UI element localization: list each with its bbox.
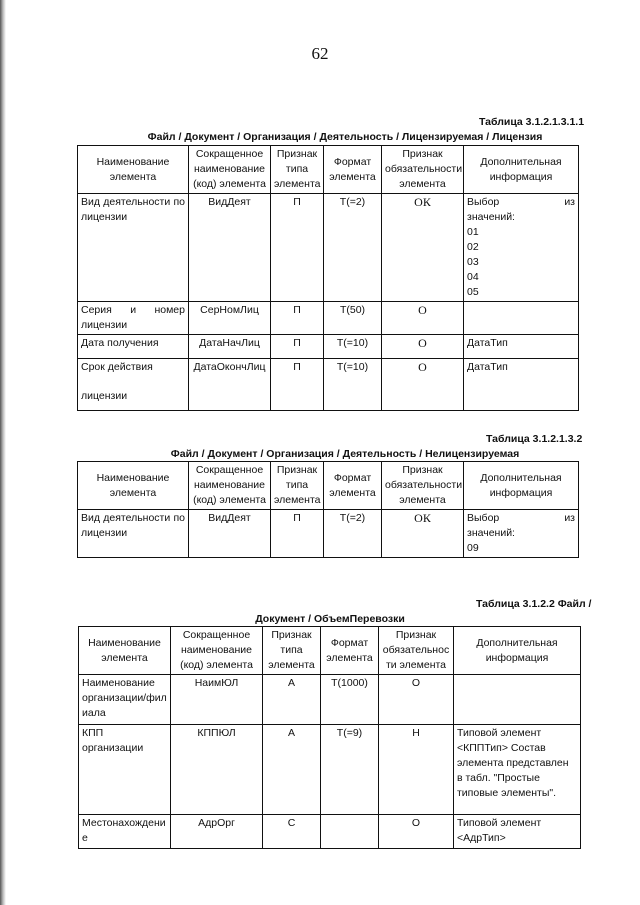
table2-path: Файл / Документ / Организация / Деятельность / Нелицензируемая <box>170 448 520 460</box>
cell-info: Типовой элемент <КППТип> Состав элемента представлен в табл. "Простые типовые элементы". <box>454 725 581 815</box>
header-cell: Признак обязательнос ти элемента <box>379 627 454 675</box>
cell-format: T(=2) <box>324 194 382 302</box>
cell-info: ДатаТип <box>464 359 579 411</box>
cell-required: ОК <box>382 510 464 558</box>
cell-code: НаимЮЛ <box>171 675 263 725</box>
page-number: 62 <box>311 44 329 63</box>
name-bottom: лицензии <box>81 390 128 402</box>
cell-format <box>321 815 379 849</box>
cell-type: П <box>271 194 324 302</box>
cell-name <box>78 359 189 411</box>
cell-info: ДатаТип <box>464 335 579 359</box>
cell-name: КПП организации <box>79 725 171 815</box>
name-top: Срок действия <box>81 361 153 373</box>
header-cell: Формат элемента <box>324 462 382 510</box>
info-mid: из <box>564 196 575 208</box>
header-cell: Сокращенное наименование (код) элемента <box>189 462 271 510</box>
cell-info <box>464 302 579 335</box>
cell-type: А <box>263 675 321 725</box>
cell-format: T(=10) <box>324 359 382 411</box>
option-value: 09 <box>467 542 479 554</box>
table-row <box>79 815 581 849</box>
header-cell: Признак типа элемента <box>263 627 321 675</box>
table-row <box>78 359 579 411</box>
table2-caption: Таблица 3.1.2.1.3.2 <box>486 433 583 445</box>
info-tail: значений: <box>467 211 515 223</box>
header-cell: Признак типа элемента <box>271 146 324 194</box>
cell-required: О <box>382 302 464 335</box>
cell-name: Наименование организации/фил иала <box>79 675 171 725</box>
cell-required: Н <box>379 725 454 815</box>
info-lead: Выбор <box>467 196 500 208</box>
header-cell: Признак обязательности элемента <box>382 146 464 194</box>
header-cell: Формат элемента <box>324 146 382 194</box>
cell-required: О <box>382 335 464 359</box>
cell-code: КППЮЛ <box>171 725 263 815</box>
table3-header-row <box>79 627 581 675</box>
cell-type: П <box>271 359 324 411</box>
header-cell: Признак обязательности элемента <box>382 462 464 510</box>
cell-code: ДатаОкончЛиц <box>189 359 271 411</box>
cell-info <box>464 194 579 302</box>
scan-edge <box>0 0 6 905</box>
table-row <box>79 725 581 815</box>
info-mid: из <box>564 512 575 524</box>
table2-header-row <box>78 462 579 510</box>
option-value: 04 <box>467 271 479 283</box>
header-cell: Дополнительная информация <box>454 627 581 675</box>
cell-required: О <box>382 359 464 411</box>
option-value: 03 <box>467 256 479 268</box>
header-cell: Сокращенное наименование (код) элемента <box>189 146 271 194</box>
cell-format: T(=9) <box>321 725 379 815</box>
cell-code: ВидДеят <box>189 194 271 302</box>
cell-code: ДатаНачЛиц <box>189 335 271 359</box>
cell-type: П <box>271 335 324 359</box>
header-cell: Наименование элемента <box>78 462 189 510</box>
cell-name: Вид деятельности по лицензии <box>78 510 189 558</box>
table3 <box>78 626 581 849</box>
cell-type: С <box>263 815 321 849</box>
header-cell: Формат элемента <box>321 627 379 675</box>
header-cell: Дополнительная информация <box>464 146 579 194</box>
table3-caption: Таблица 3.1.2.2 Файл / <box>476 598 592 610</box>
cell-format: T(=10) <box>324 335 382 359</box>
cell-name: Вид деятельности по лицензии <box>78 194 189 302</box>
option-value: 05 <box>467 286 479 298</box>
table-row <box>78 335 579 359</box>
cell-format: T(=2) <box>324 510 382 558</box>
table-row <box>79 675 581 725</box>
cell-format: T(1000) <box>321 675 379 725</box>
cell-name: Местонахождени е <box>79 815 171 849</box>
table1 <box>77 145 579 411</box>
table-row <box>78 194 579 302</box>
header-cell: Признак типа элемента <box>271 462 324 510</box>
table1-header-row <box>78 146 579 194</box>
cell-info <box>464 510 579 558</box>
info-lead: Выбор <box>467 512 500 524</box>
cell-type: П <box>271 510 324 558</box>
cell-code: АдрОрг <box>171 815 263 849</box>
table3-path: Документ / ОбъемПеревозки <box>255 613 405 625</box>
cell-info <box>454 675 581 725</box>
cell-required: О <box>379 675 454 725</box>
cell-type: А <box>263 725 321 815</box>
table-row <box>78 510 579 558</box>
cell-name: Серия и номер лицензии <box>78 302 189 335</box>
header-cell: Наименование элемента <box>78 146 189 194</box>
header-cell: Наименование элемента <box>79 627 171 675</box>
option-value: 02 <box>467 241 479 253</box>
cell-type: П <box>271 302 324 335</box>
cell-required: ОК <box>382 194 464 302</box>
option-value: 01 <box>467 226 479 238</box>
cell-format: T(50) <box>324 302 382 335</box>
table1-caption: Таблица 3.1.2.1.3.1.1 <box>479 116 585 128</box>
cell-name: Дата получения <box>78 335 189 359</box>
table2 <box>77 461 579 558</box>
header-cell: Сокращенное наименование (код) элемента <box>171 627 263 675</box>
cell-code: СерНомЛиц <box>189 302 271 335</box>
cell-info: Типовой элемент <АдрТип> <box>454 815 581 849</box>
cell-code: ВидДеят <box>189 510 271 558</box>
table-row <box>78 302 579 335</box>
cell-required: О <box>379 815 454 849</box>
table1-path: Файл / Документ / Организация / Деятельность / Лицензируемая / Лицензия <box>147 131 543 143</box>
info-tail: значений: <box>467 527 515 539</box>
header-cell: Дополнительная информация <box>464 462 579 510</box>
